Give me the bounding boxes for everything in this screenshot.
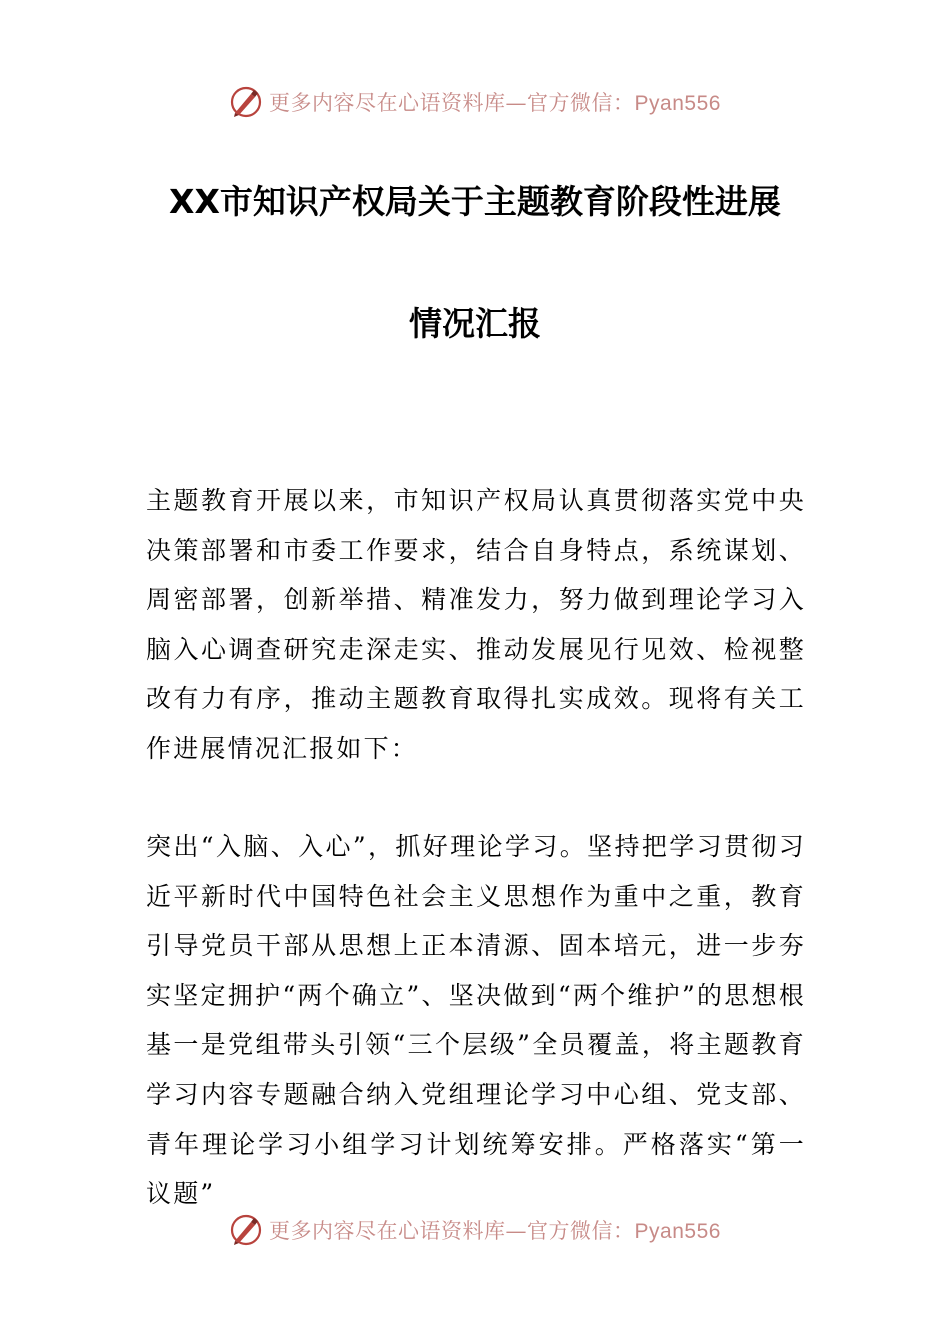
body-paragraph-theory-study: 突出“入脑、入心”，抓好理论学习。坚持把学习贯彻习近平新时代中国特色社会主义思想作为重中之重，教育引导党员干部从思想上正本清源、固本培元，进一步夯实坚定拥护“两个确立”、坚决做到“两个维护”的思想根基一是党组带头引领“三个层级”全员覆盖，将主题教育学习内容专题融合纳入党组理论学习中心组、党支部、青年理论学习小组学习计划统筹安排。严格落实“第一议题” [146, 832, 806, 1209]
watermark-text: 更多内容尽在心语资料库—官方微信：Pyan556 [269, 1219, 721, 1243]
header-watermark-banner [0, 82, 950, 122]
pen-logo-icon [229, 85, 263, 119]
watermark-text: 更多内容尽在心语资料库—官方微信：Pyan556 [269, 91, 721, 115]
document-title-line-1: XX市知识产权局关于主题教育阶段性进展 [169, 182, 781, 221]
document-title-line-2: 情况汇报 [409, 304, 541, 343]
pen-logo-icon [229, 1213, 263, 1247]
body-paragraph-intro: 主题教育开展以来，市知识产权局认真贯彻落实党中央决策部署和市委工作要求，结合自身特点，系统谋划、周密部署，创新举措、精准发力，努力做到理论学习入脑入心调查研究走深走实、推动发展见行见效、检视整改有力有序，推动主题教育取得扎实成效。现将有关工作进展情况汇报如下： [146, 486, 806, 763]
wechat-id: Pyan556 [634, 1220, 721, 1243]
footer-watermark-banner [0, 1210, 950, 1250]
wechat-id: Pyan556 [634, 92, 721, 115]
